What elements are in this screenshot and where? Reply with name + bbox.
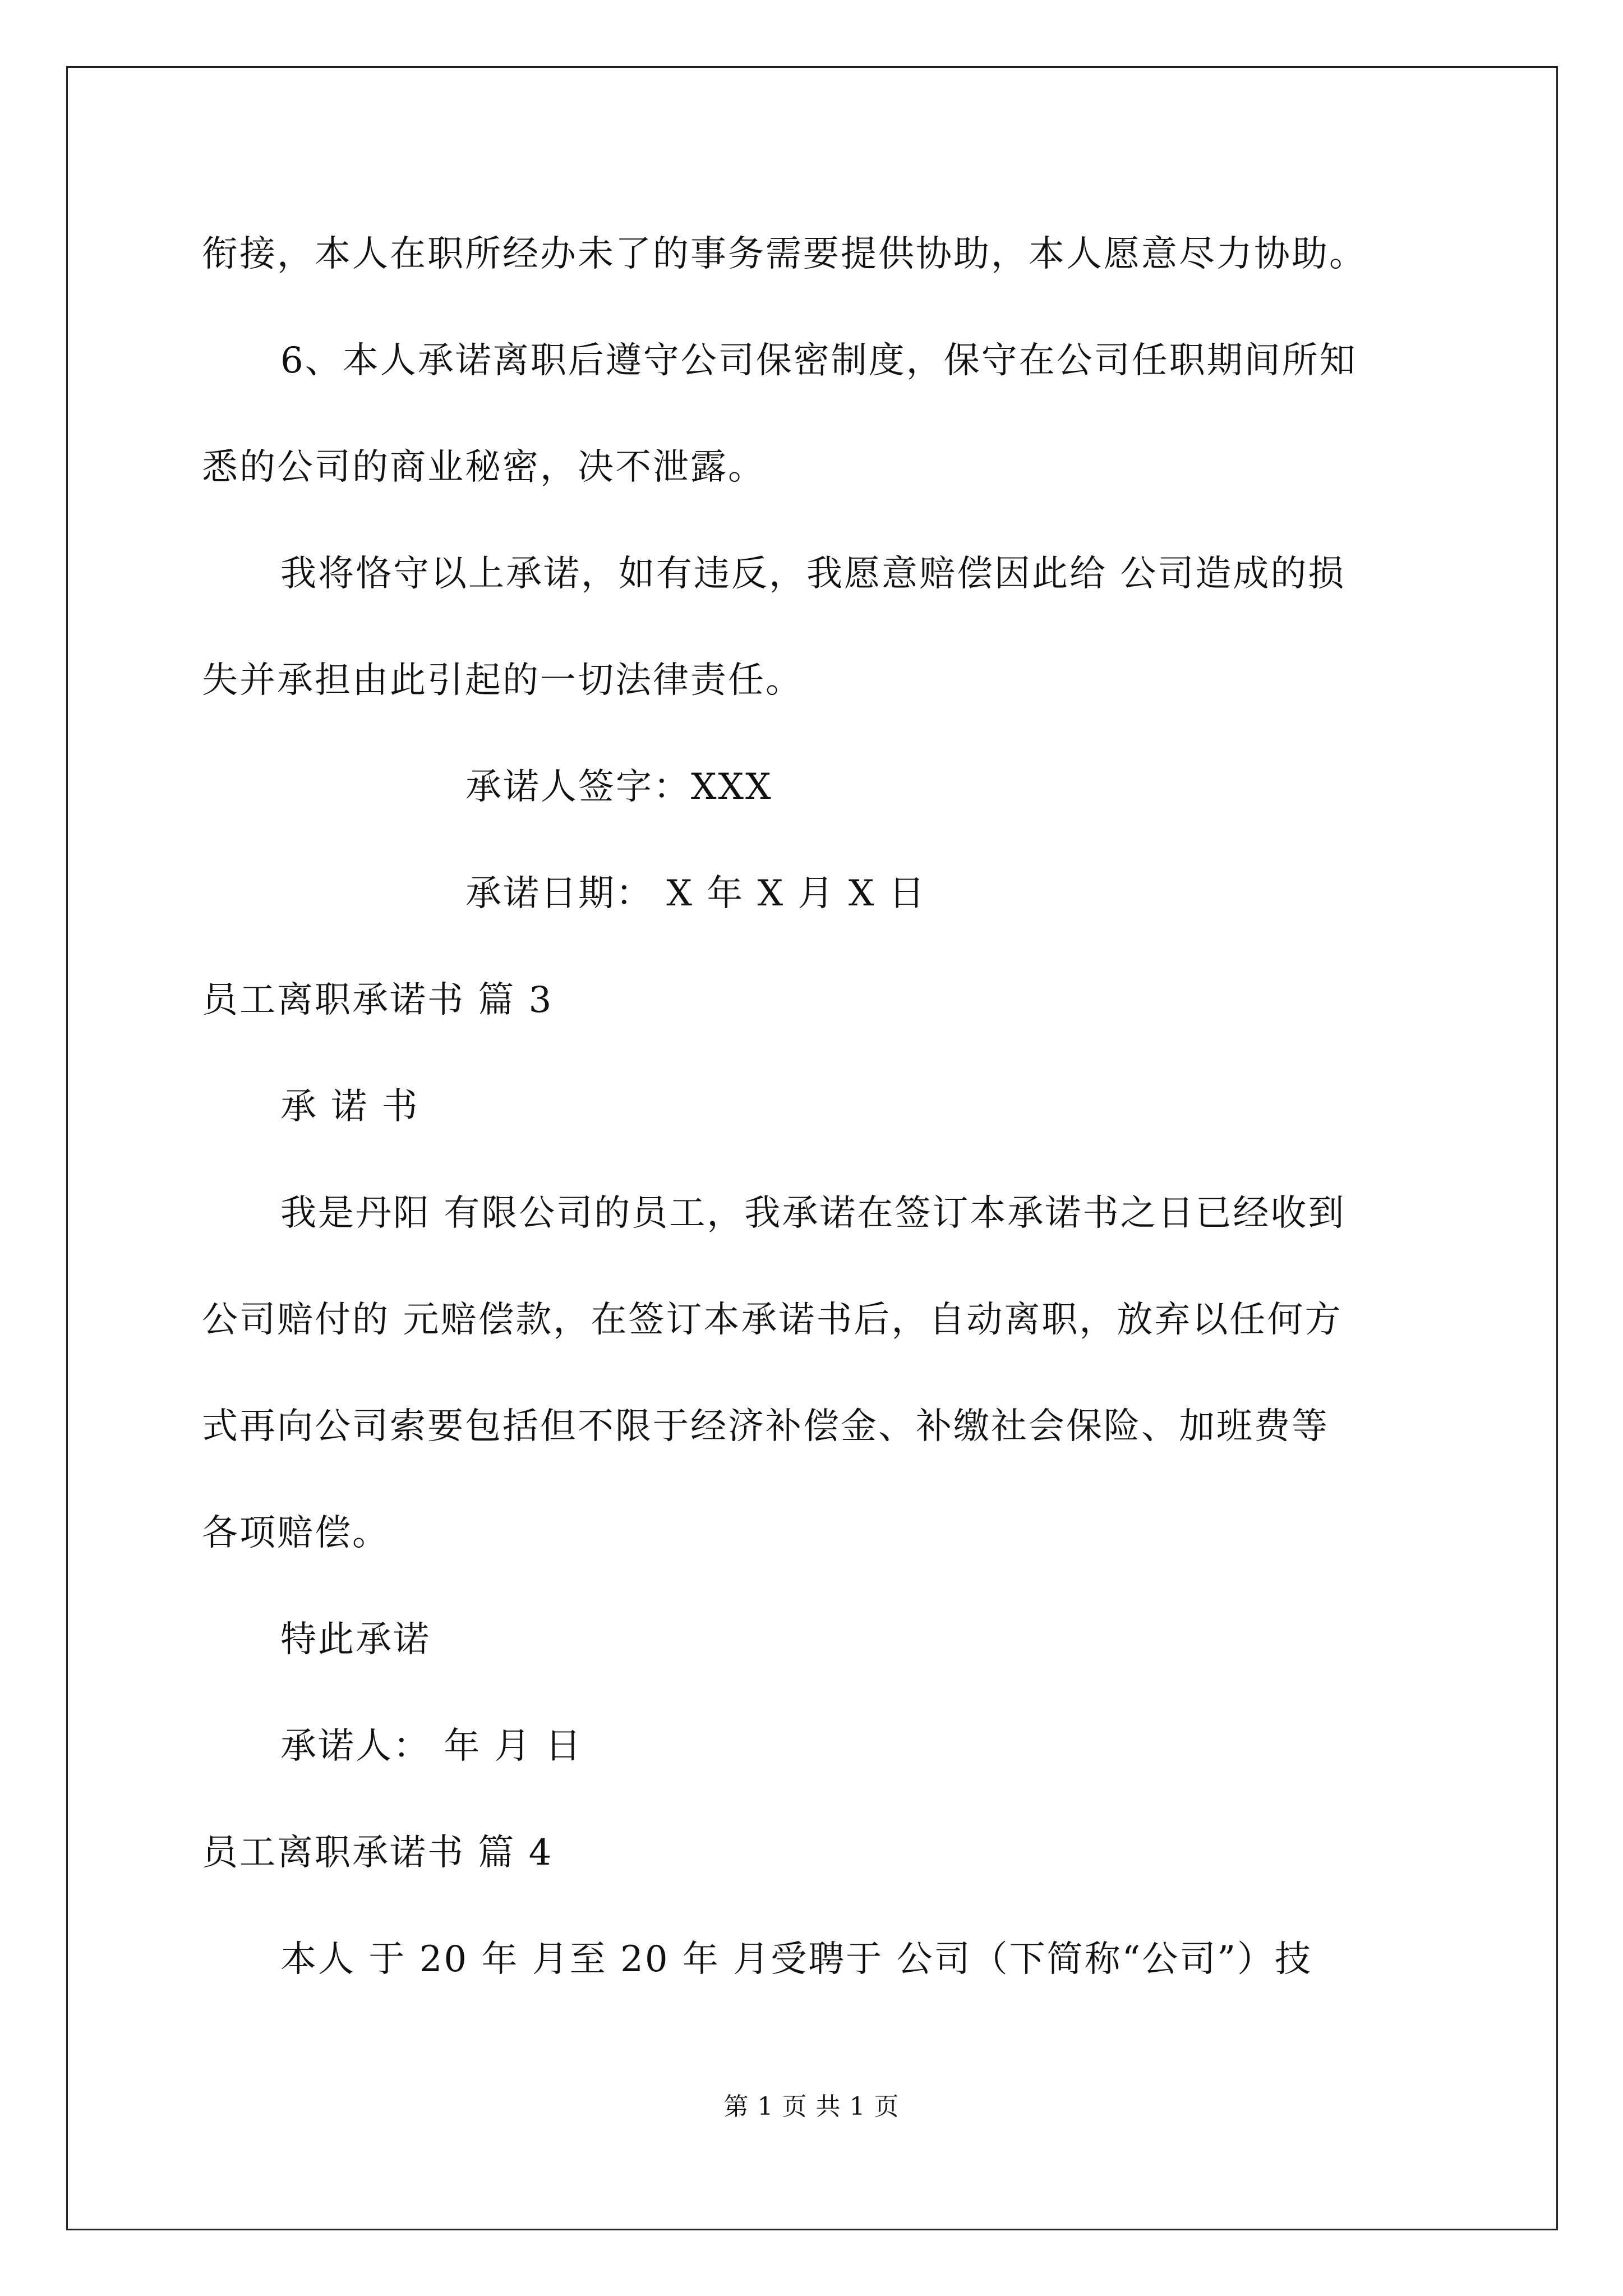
text-line: 本人 于 20 年 月至 20 年 月受聘于 公司（下简称“公司”）技: [280, 1939, 1313, 1980]
text-line: 公司赔付的 元赔偿款，在签订本承诺书后，自动离职，放弃以任何方: [202, 1299, 1343, 1341]
page-border: [66, 66, 1558, 2230]
text-line: 悉的公司的商业秘密，决不泄露。: [202, 447, 766, 488]
text-line: 衔接，本人在职所经办未了的事务需要提供协助，本人愿意尽力协助。: [202, 233, 1367, 275]
page-number: 第 1 页 共 1 页: [723, 2092, 900, 2121]
text-line: 我是丹阳 有限公司的员工，我承诺在签订本承诺书之日已经收到: [280, 1193, 1346, 1234]
section-heading: 员工离职承诺书 篇 3: [202, 979, 554, 1021]
text-line: 各项赔偿。: [202, 1512, 390, 1554]
section-heading: 员工离职承诺书 篇 4: [202, 1832, 554, 1874]
text-line: 6、本人承诺离职后遵守公司保密制度，保守在公司任职期间所知: [280, 340, 1357, 381]
signature-line: 承诺人签字：XXX: [465, 766, 773, 808]
text-line: 式再向公司索要包括但不限于经济补偿金、补缴社会保险、加班费等: [202, 1406, 1329, 1447]
text-line: 失并承担由此引起的一切法律责任。: [202, 660, 803, 701]
text-line: 我将恪守以上承诺，如有违反，我愿意赔偿因此给 公司造成的损: [280, 553, 1346, 595]
section-title: 承 诺 书: [280, 1086, 419, 1128]
date-line: 承诺日期： X 年 X 月 X 日: [465, 873, 926, 914]
text-line: 特此承诺: [280, 1619, 431, 1660]
signature-line: 承诺人： 年 月 日: [280, 1726, 583, 1767]
